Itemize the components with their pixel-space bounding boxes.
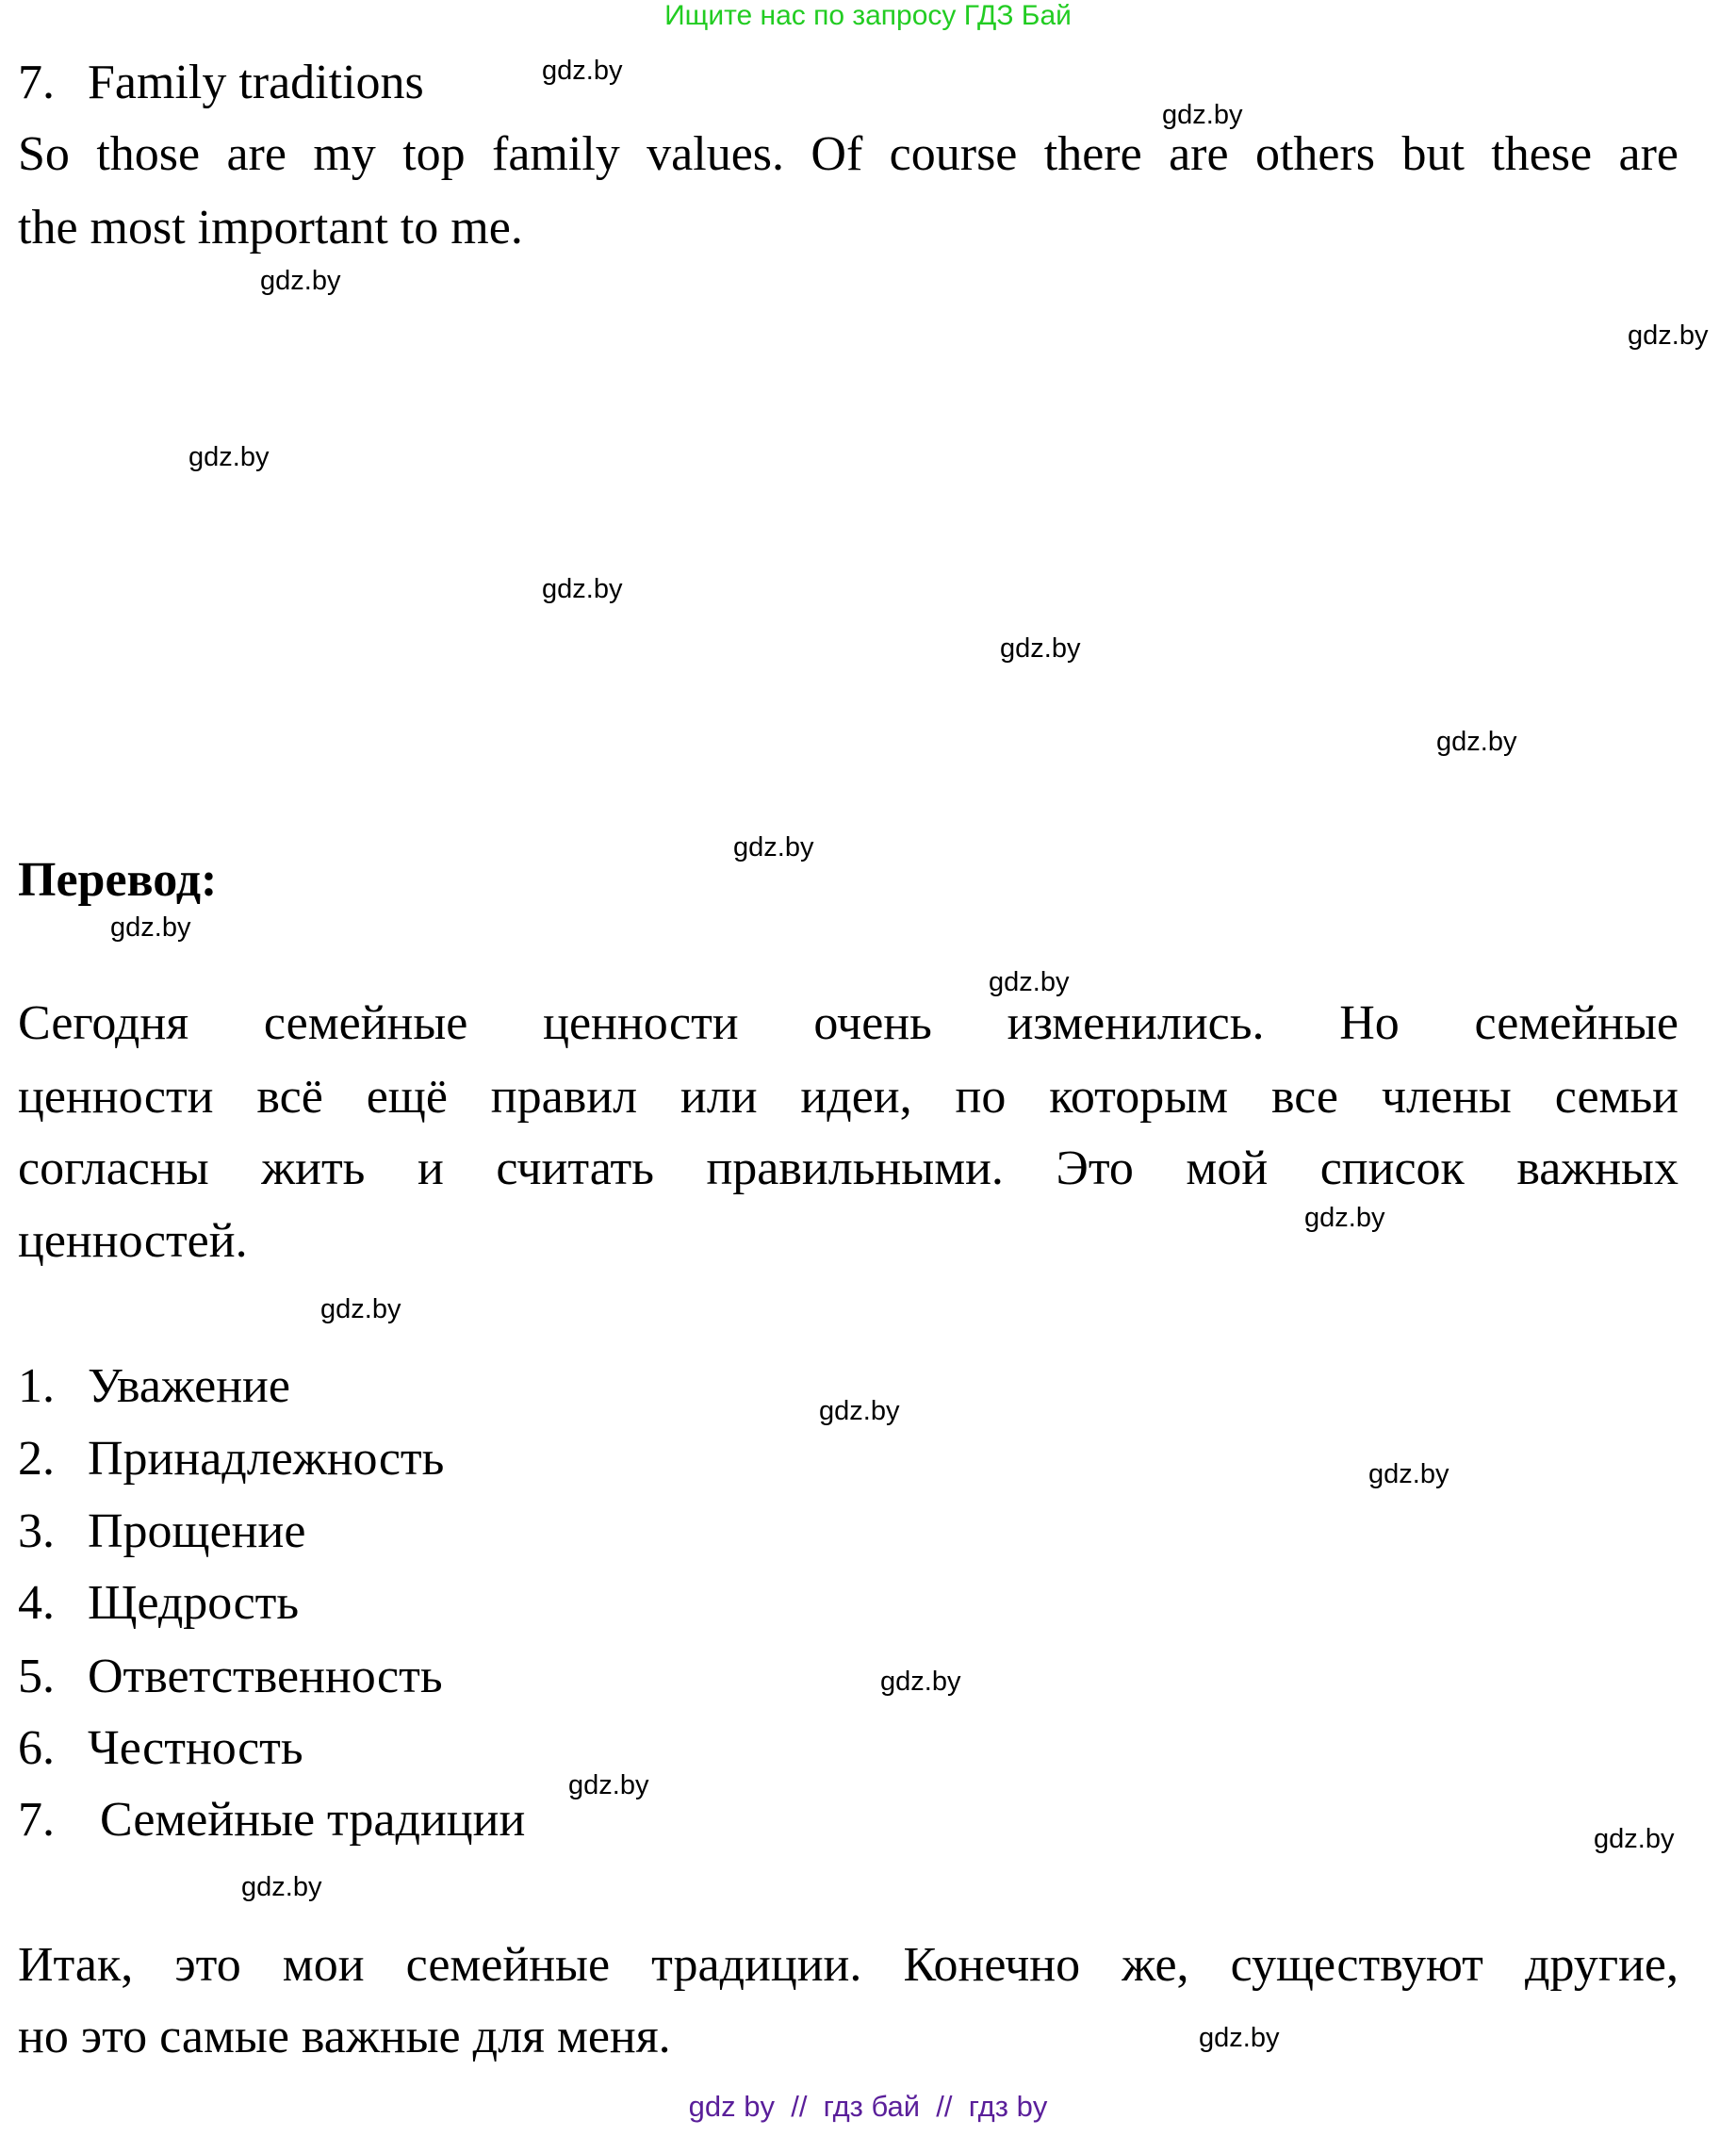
list-item: [18, 1720, 1679, 1777]
list-text: Принадлежность: [88, 1432, 445, 1486]
intro-line-4: ценностей.: [18, 1214, 248, 1268]
watermark: gdz.by: [989, 967, 1070, 997]
watermark: gdz.by: [568, 1770, 649, 1800]
english-list-item-7: [18, 55, 1679, 111]
list-number: 5.: [18, 1650, 55, 1703]
watermark: gdz.by: [241, 1872, 322, 1902]
list-number: 3.: [18, 1504, 55, 1558]
conclusion-line-2: но это самые важные для меня.: [18, 2010, 671, 2063]
promo-banner[interactable]: Ищите нас по запросу ГДЗ Бай: [664, 0, 1072, 31]
english-conclusion-line-2: the most important to me.: [18, 201, 523, 255]
list-item: [18, 1503, 1679, 1560]
list-text: Честность: [88, 1721, 303, 1775]
footer-links-text[interactable]: gdz by // гдз бай // гдз by: [688, 2090, 1048, 2123]
watermark: gdz.by: [733, 832, 814, 863]
intro-line-1: Сегодня семейные ценности очень изменились. Но семейные: [18, 996, 1679, 1050]
intro-line-3: согласны жить и считать правильными. Это мой список важных: [18, 1142, 1679, 1195]
list-number: 7.: [18, 56, 55, 109]
list-item: [18, 1575, 1679, 1632]
watermark: gdz.by: [1000, 633, 1081, 664]
list-number: 4.: [18, 1576, 55, 1630]
list-number: 7.: [18, 1793, 55, 1847]
watermark: gdz.by: [188, 442, 270, 472]
list-text: Прощение: [88, 1504, 306, 1558]
intro-line-2: ценности всё ещё правил или идеи, по которым все члены семьи: [18, 1070, 1679, 1124]
watermark: gdz.by: [320, 1294, 401, 1324]
watermark: gdz.by: [1304, 1203, 1385, 1233]
translation-heading: [18, 852, 1679, 909]
watermark: gdz.by: [1594, 1824, 1675, 1854]
heading-text: Перевод:: [18, 853, 218, 907]
watermark: gdz.by: [1199, 2023, 1280, 2053]
english-conclusion-line-1: So those are my top family values. Of course there are others but these are: [18, 127, 1679, 181]
list-text: Щедрость: [88, 1576, 300, 1630]
list-item: [18, 1649, 1679, 1705]
list-number: 1.: [18, 1359, 55, 1413]
list-text: Уважение: [88, 1359, 290, 1413]
list-text: Семейные традиции: [88, 1793, 526, 1847]
watermark: gdz.by: [1436, 727, 1517, 757]
list-text: Ответственность: [88, 1650, 443, 1703]
list-text: Family traditions: [88, 56, 424, 109]
list-number: 2.: [18, 1432, 55, 1486]
watermark: gdz.by: [880, 1667, 961, 1697]
footer-links[interactable]: [0, 2089, 1736, 2125]
watermark: gdz.by: [1368, 1459, 1449, 1489]
list-number: 6.: [18, 1721, 55, 1775]
conclusion-line-1: Итак, это мои семейные традиции. Конечно же, существуют другие,: [18, 1938, 1679, 1992]
watermark: gdz.by: [260, 266, 341, 296]
watermark: gdz.by: [542, 56, 623, 86]
watermark: gdz.by: [542, 574, 623, 604]
watermark: gdz.by: [110, 912, 191, 943]
list-item: [18, 1792, 1679, 1848]
watermark: gdz.by: [1162, 100, 1243, 130]
watermark: gdz.by: [1628, 320, 1709, 351]
watermark: gdz.by: [819, 1396, 900, 1426]
